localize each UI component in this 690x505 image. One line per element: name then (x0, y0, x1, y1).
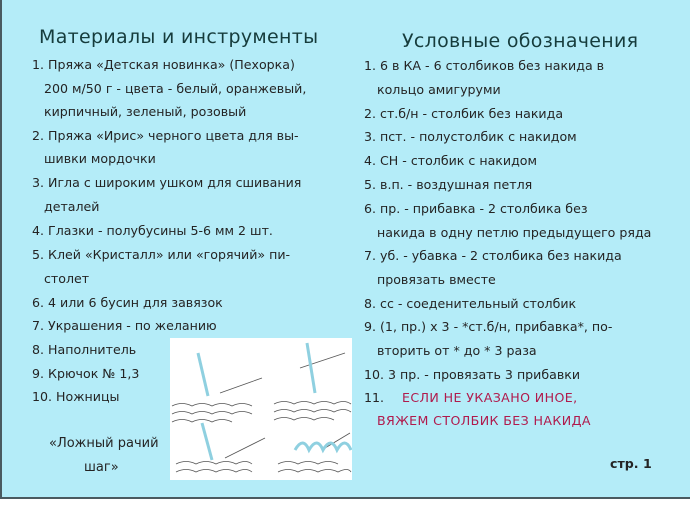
list-item: 10. Ножницы (32, 389, 120, 404)
list-item-continuation: 200 м/50 г - цвета - белый, оранжевый, (44, 81, 307, 96)
list-item-continuation: кирпичный, зеленый, розовый (44, 104, 247, 119)
list-item-continuation: накида в одну петлю предыдущего ряда (377, 225, 652, 240)
caption-line-1: «Ложный рачий (49, 436, 159, 451)
note-line-1: ЕСЛИ НЕ УКАЗАНО ИНОЕ, (402, 390, 578, 405)
page-number: стр. 1 (610, 456, 652, 471)
list-item-continuation: кольцо амигуруми (377, 82, 501, 97)
list-item: 4. СН - столбик с накидом (364, 153, 537, 168)
list-item: 3. Игла с широким ушком для сшивания (32, 175, 302, 190)
crochet-illustration (170, 338, 352, 480)
list-item: 2. Пряжа «Ирис» черного цвета для вы- (32, 128, 299, 143)
list-item-continuation: вторить от * до * 3 раза (377, 343, 537, 358)
list-item: 7. Украшения - по желанию (32, 318, 217, 333)
crochet-steps-image (170, 338, 352, 480)
list-item: 10. 3 пр. - провязать 3 прибавки (364, 367, 581, 382)
list-item: 9. (1, пр.) х 3 - *ст.б/н, прибавка*, по- (364, 319, 613, 334)
item-11-number: 11. (364, 390, 385, 405)
list-item: 6. пр. - прибавка - 2 столбика без (364, 201, 588, 216)
list-item: 5. Клей «Кристалл» или «горячий» пи- (32, 247, 291, 262)
list-item-continuation: столет (44, 271, 90, 286)
list-item: 8. сс - соеденительный столбик (364, 296, 577, 311)
list-item: 2. ст.б/н - столбик без накида (364, 106, 564, 121)
legend-title: Условные обозначения (402, 30, 639, 52)
list-item: 5. в.п. - воздушная петля (364, 177, 533, 192)
list-item: 3. пст. - полустолбик с накидом (364, 129, 577, 144)
list-item-continuation: шивки мордочки (44, 151, 156, 166)
list-item: 7. уб. - убавка - 2 столбика без накида (364, 248, 622, 263)
list-item: 1. Пряжа «Детская новинка» (Пехорка) (32, 57, 295, 72)
list-item: 9. Крючок № 1,3 (32, 366, 140, 381)
note-line-2: ВЯЖЕМ СТОЛБИК БЕЗ НАКИДА (377, 413, 591, 428)
list-item: 8. Наполнитель (32, 342, 137, 357)
list-item-continuation: деталей (44, 199, 100, 214)
list-item: 1. 6 в КА - 6 столбиков без накида в (364, 58, 605, 73)
list-item: 6. 4 или 6 бусин для завязок (32, 295, 223, 310)
list-item-continuation: провязать вместе (377, 272, 496, 287)
list-item: 4. Глазки - полубусины 5-6 мм 2 шт. (32, 223, 273, 238)
materials-title: Материалы и инструменты (39, 26, 319, 48)
caption-line-2: шаг» (84, 460, 119, 475)
